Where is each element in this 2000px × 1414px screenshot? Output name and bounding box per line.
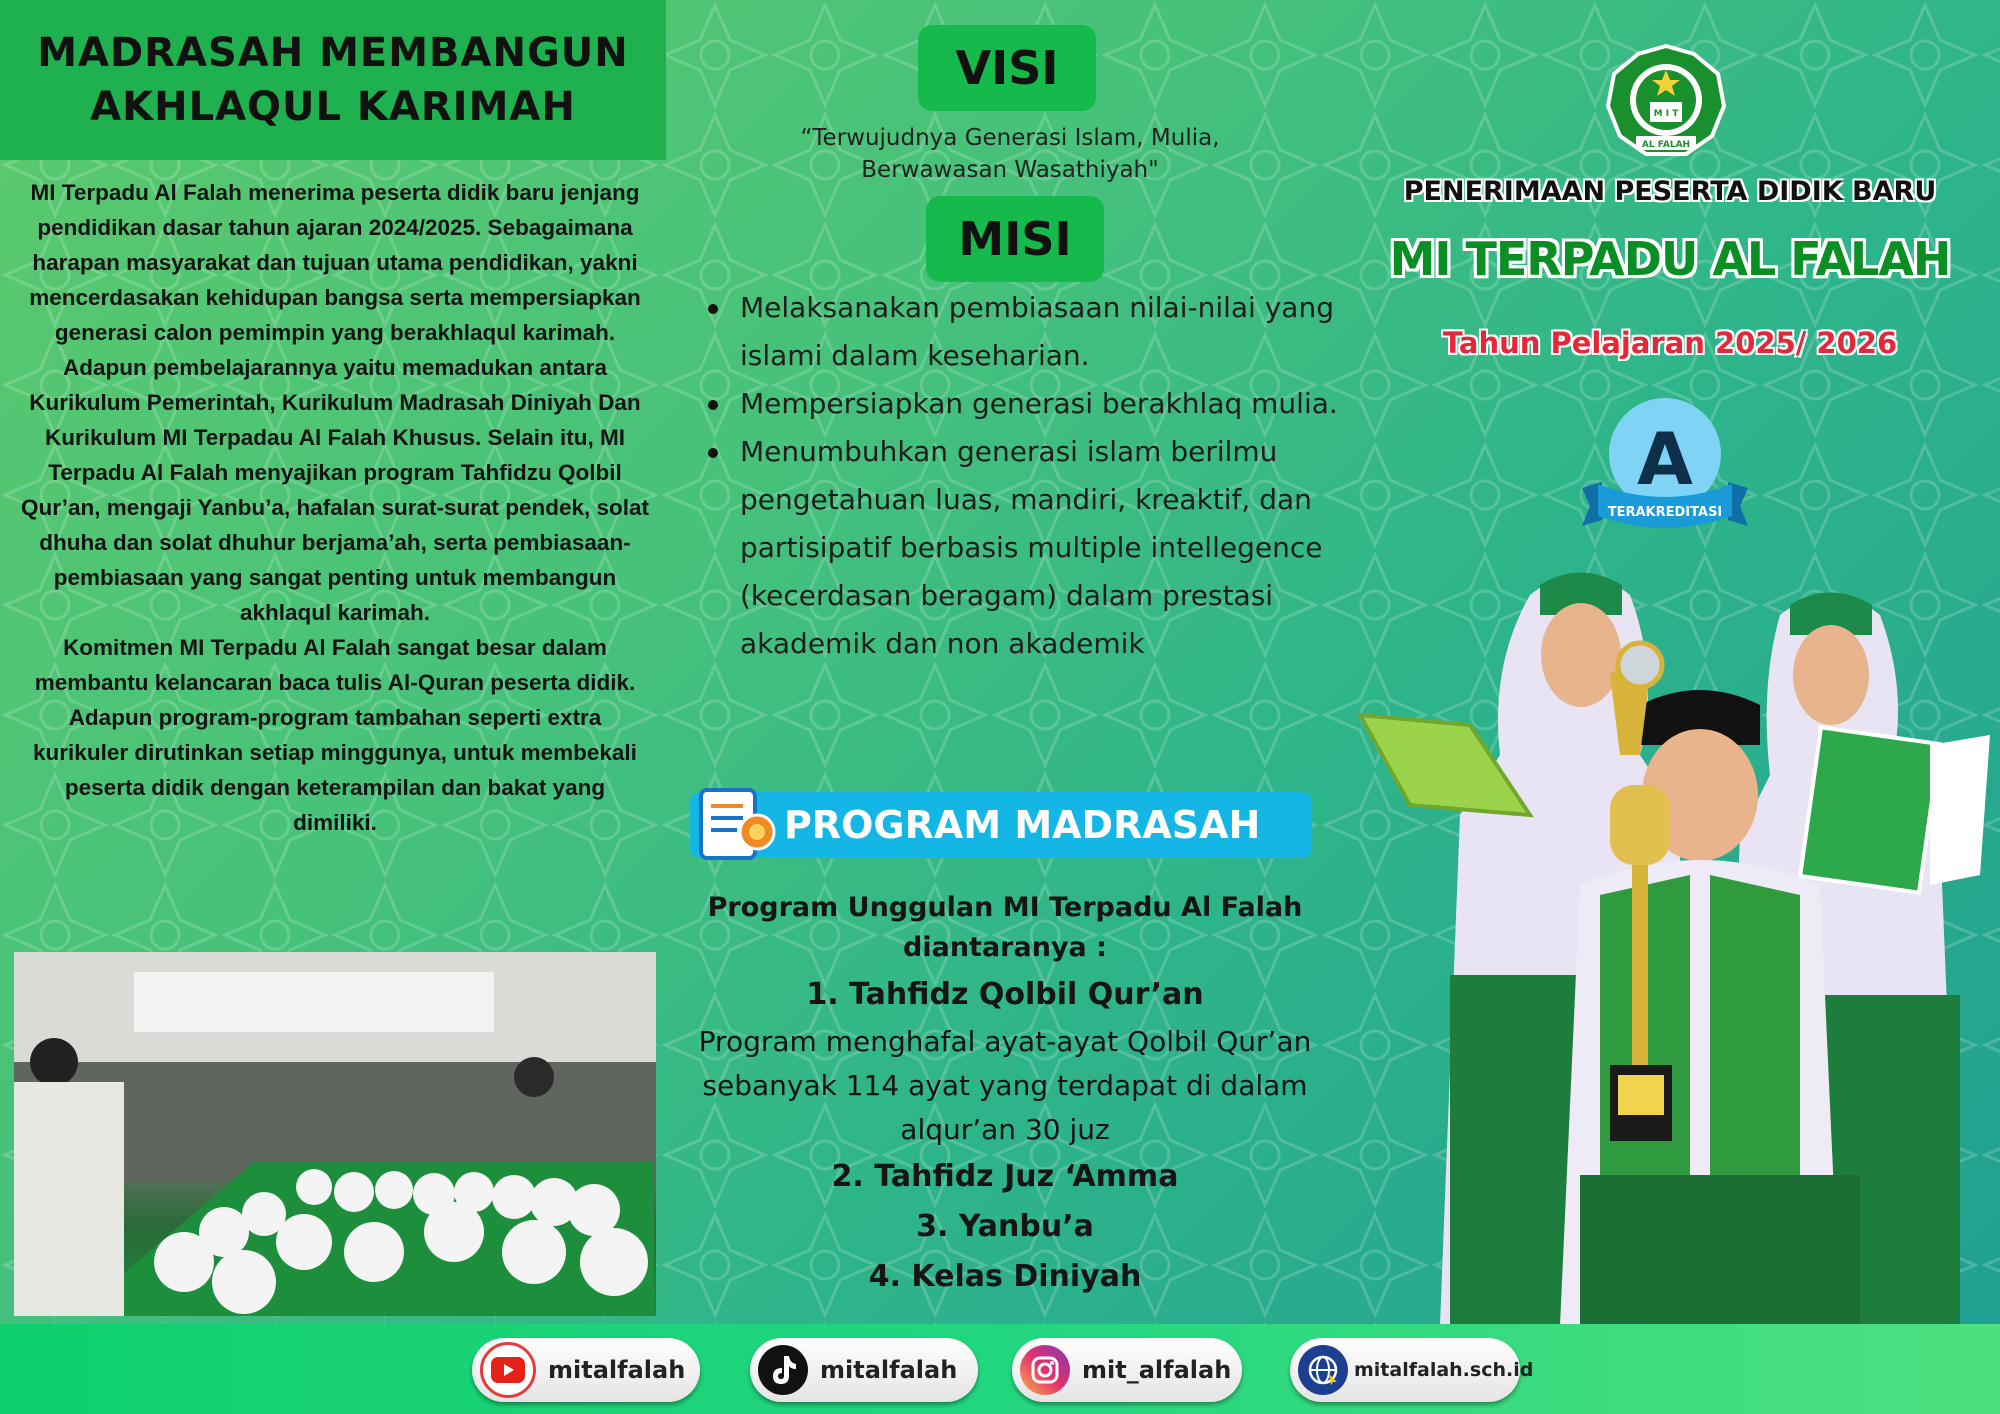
tiktok-link[interactable] <box>750 1338 978 1402</box>
students-with-trophy-illustration <box>1340 555 2000 1325</box>
instagram-link[interactable] <box>1012 1338 1242 1402</box>
logo-top-text: M I T <box>1653 109 1679 119</box>
program-intro: Program Unggulan MI Terpadu Al Falah diantaranya : <box>707 892 1303 963</box>
program-section <box>670 888 1340 1302</box>
description-paragraph: Komitmen MI Terpadu Al Falah sangat besar dalam membantu kelancaran baca tulis Al-Quran peserta didik. <box>34 635 636 695</box>
school-name: MI TERPADU AL FALAH <box>1389 232 1951 286</box>
photo-illustration <box>14 952 656 1316</box>
program-item-description: Program menghafal ayat-ayat Qolbil Qur’an sebanyak 114 ayat yang terdapat di dalam alqur’an 30 juz <box>698 1025 1312 1146</box>
program-banner-label: PROGRAM MADRASAH <box>784 803 1261 847</box>
instagram-handle: mit_alfalah <box>1082 1356 1232 1384</box>
visi-label: VISI <box>918 25 1096 111</box>
misi-item: Mempersiapkan generasi berakhlaq mulia. <box>700 380 1340 428</box>
badge-label: TERAKREDITASI <box>1607 505 1723 520</box>
website-link[interactable] <box>1290 1338 1534 1402</box>
program-item-title: 2. Tahfidz Juz ‘Amma <box>831 1159 1179 1194</box>
badge-letter: A <box>1637 417 1693 501</box>
youtube-icon <box>480 1342 536 1398</box>
left-heading: MADRASAH MEMBANGUN AKHLAQUL KARIMAH <box>37 30 629 130</box>
program-banner <box>690 792 1312 858</box>
tiktok-icon <box>758 1345 808 1395</box>
program-certificate-icon <box>697 784 783 864</box>
left-description <box>20 175 650 840</box>
footer-bar <box>0 1324 2000 1414</box>
misi-item: Menumbuhkan generasi islam berilmu pengetahuan luas, mandiri, kreaktif, dan partisipatif berbasis multiple intellegence (kecerdasan beragam) dalam prestasi akademik dan non akademik <box>700 428 1340 668</box>
youtube-link[interactable] <box>472 1338 700 1402</box>
program-item-title: 3. Yanbu’a <box>916 1209 1094 1244</box>
program-item-title: 1. Tahfidz Qolbil Qur’an <box>806 977 1204 1012</box>
youtube-handle: mitalfalah <box>548 1356 686 1384</box>
madrasah-logo <box>1604 44 1728 160</box>
website-url: mitalfalah.sch.id <box>1354 1359 1534 1381</box>
description-paragraph: MI Terpadu Al Falah menerima peserta didik baru jenjang pendidikan dasar tahun ajaran 2024/2025. Sebagaimana harapan masyarakat dan tujuan utama pendidikan, yakni mencerdasakan kehidupan bangsa serta mempersiapkan generasi calon pemimpin yang berakhlaqul karimah. <box>29 180 641 345</box>
accreditation-badge-icon <box>1572 392 1758 542</box>
logo-bottom-text: AL FALAH <box>1641 140 1691 150</box>
program-item-title: 4. Kelas Diniyah <box>868 1259 1142 1294</box>
visi-statement: “Terwujudnya Generasi Islam, Mulia, Berwawasan Wasathiyah" <box>800 125 1220 183</box>
students-gathering-photo <box>14 952 656 1316</box>
misi-list <box>700 284 1340 668</box>
academic-year: Tahun Pelajaran 2025/ 2026 <box>1442 326 1898 360</box>
misi-label: MISI <box>926 196 1104 282</box>
left-header <box>0 0 666 160</box>
description-paragraph: Adapun program-program tambahan seperti extra kurikuler dirutinkan setiap minggunya, untuk membekali peserta didik dengan keterampilan dan bakat yang dimiliki. <box>33 705 637 835</box>
description-paragraph: Adapun pembelajarannya yaitu memadukan antara Kurikulum Pemerintah, Kurikulum Madrasah Diniyah Dan Kurikulum MI Terpadau Al Falah Khusus. Selain itu, MI Terpadu Al Falah menyajikan program Tahfidzu Qolbil Qur’an, mengaji Yanbu’a, hafalan surat-surat pendek, solat dhuha dan solat dhuhur berjama’ah, serta pembiasaan-pembiasaan yang sangat penting untuk membangun akhlaqul karimah. <box>20 355 650 625</box>
admission-subtitle: PENERIMAAN PESERTA DIDIK BARU <box>1403 176 1937 207</box>
tiktok-handle: mitalfalah <box>820 1356 958 1384</box>
globe-icon <box>1298 1345 1348 1395</box>
misi-item: Melaksanakan pembiasaan nilai-nilai yang islami dalam keseharian. <box>700 284 1340 380</box>
instagram-icon <box>1020 1345 1070 1395</box>
